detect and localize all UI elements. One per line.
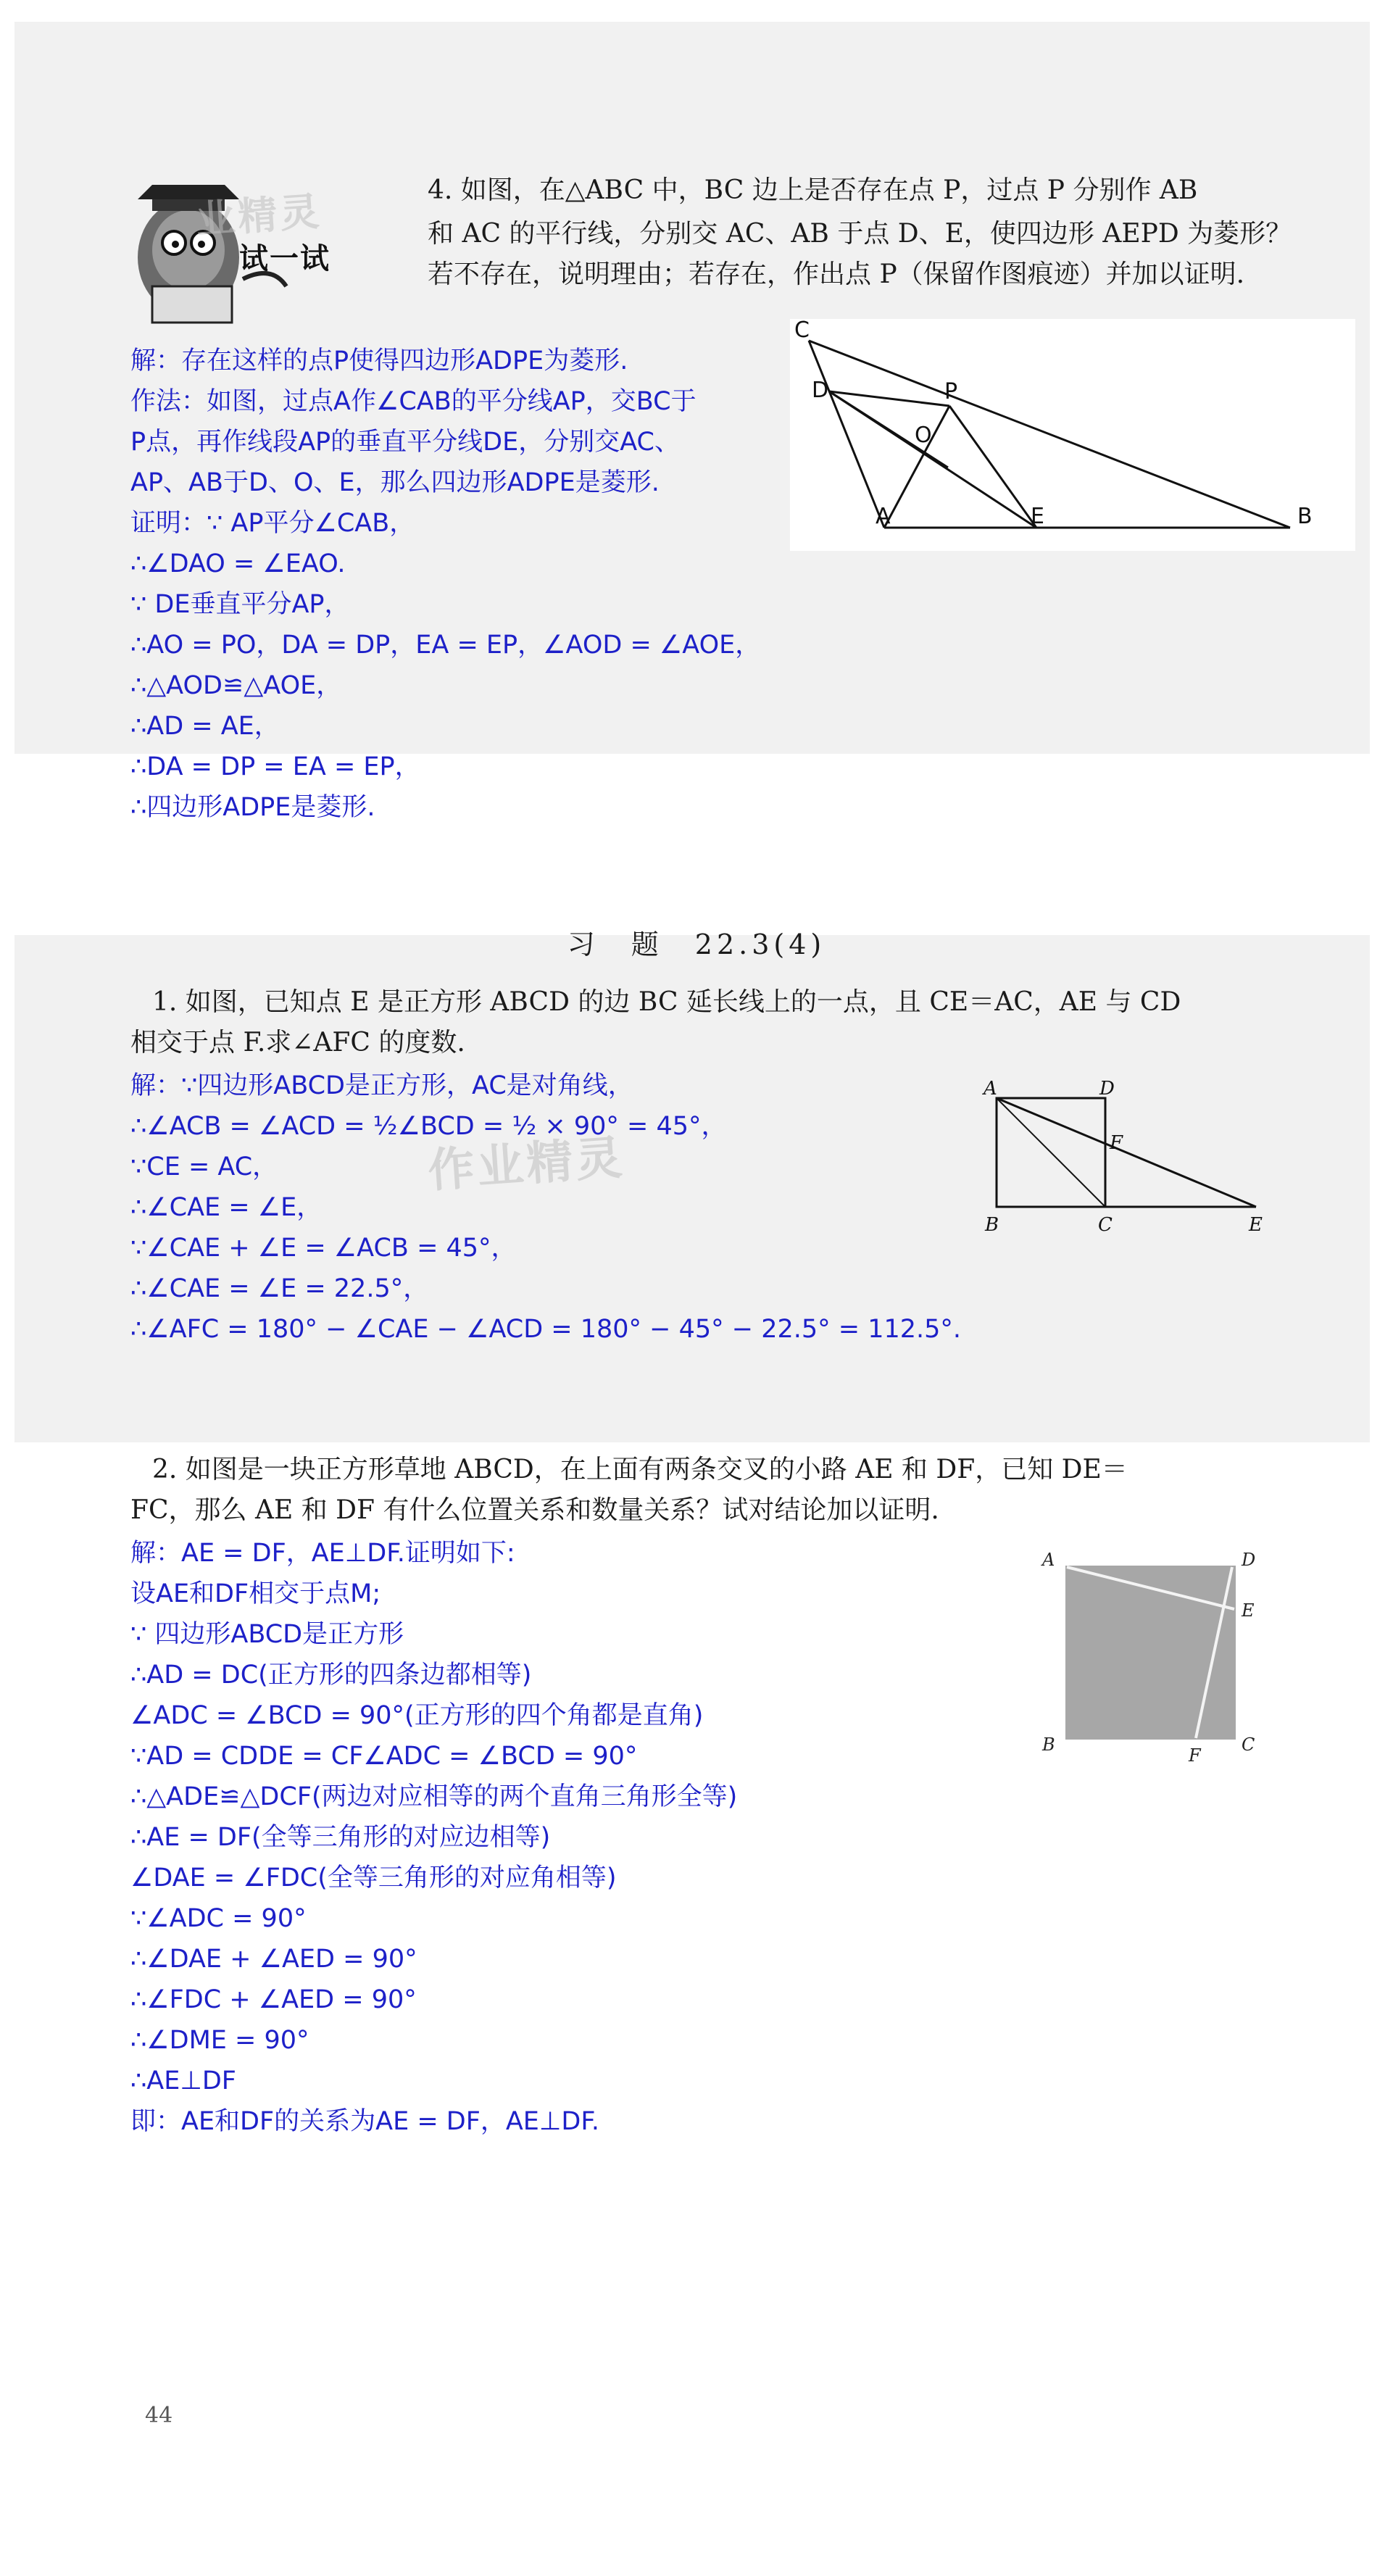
problem-2-question <box>152 1450 1128 1490</box>
problem-4-question <box>428 170 1197 211</box>
answer-line: ∴∠AFC = 180° − ∠CAE − ∠ACD = 180° − 45° − 22.5° = 112.5°. <box>130 1315 962 1344</box>
question-line: 4. 如图，在△ABC 中，BC 边上是否存在点 P，过点 P 分别作 AB <box>428 175 1198 205</box>
question-line: 相交于点 F.求∠AFC 的度数. <box>130 1028 465 1058</box>
answer-line: ∴∠ACB = ∠ACD = ½∠BCD = ½ × 90° = 45°， <box>130 1112 727 1141</box>
label-C: C <box>1098 1214 1113 1236</box>
answer-line: ∴△AOD≌△AOE， <box>130 671 342 700</box>
label-E: E <box>1031 504 1044 529</box>
answer-line: ∴四边形ADPE是菱形. <box>130 793 375 822</box>
answer-line: 作法：如图，过点A作∠CAB的平分线AP，交BC于 <box>130 387 696 416</box>
label-B: B <box>1042 1734 1055 1755</box>
answer-line: P点，再作线段AP的垂直平分线DE，分别交AC、 <box>130 428 680 457</box>
label-E: E <box>1249 1214 1263 1236</box>
question-line: 和 AC 的平行线，分别交 AC、AB 于点 D、E，使四边形 AEPD 为菱形？ <box>428 219 1292 249</box>
answer-line: AP、AB于D、O、E，那么四边形ADPE是菱形. <box>130 468 660 497</box>
problem-2-question-cont <box>130 1490 939 1531</box>
label-A: A <box>876 504 891 529</box>
answer-line: ∴AO = PO，DA = DP，EA = EP，∠AOD = ∠AOE， <box>130 631 761 660</box>
question-line: 2. 如图是一块正方形草地 ABCD，在上面有两条交叉的小路 AE 和 DF，已知 DE＝ <box>152 1455 1128 1484</box>
line-AC <box>997 1098 1105 1207</box>
answer-line: ∴∠DME = 90° <box>130 2026 309 2055</box>
answer-line: ∵AD = CDDE = CF∠ADC = ∠BCD = 90° <box>130 1742 638 1771</box>
answer-line: ∵∠ADC = 90° <box>130 1904 307 1933</box>
section-title: 习 题 22.3(4) <box>567 928 826 960</box>
problem-1-question-cont <box>130 1023 465 1063</box>
badge-watermark: 业精灵 <box>194 188 324 243</box>
answer-line: ∴AD = DC(正方形的四条边都相等) <box>130 1661 532 1690</box>
problem-4-question-cont <box>428 214 1292 295</box>
answer-line: ∵ 四边形ABCD是正方形 <box>130 1620 404 1649</box>
answer-line: ∠ADC = ∠BCD = 90°(正方形的四个角都是直角) <box>130 1701 704 1730</box>
label-F: F <box>1189 1745 1201 1766</box>
line-AE <box>997 1098 1256 1207</box>
answer-line: ∠DAE = ∠FDC(全等三角形的对应角相等) <box>130 1864 617 1892</box>
label-P: P <box>944 379 958 404</box>
label-D: D <box>812 378 829 403</box>
label-O: O <box>915 423 932 448</box>
label-D: D <box>1099 1078 1115 1100</box>
question-line: 1. 如图，已知点 E 是正方形 ABCD 的边 BC 延长线上的一点，且 CE＝AC，AE 与 CD <box>152 987 1181 1017</box>
lawn-square <box>1065 1566 1236 1740</box>
label-C: C <box>794 317 810 343</box>
badge-label: 试一试 <box>239 242 330 275</box>
answer-line: 设AE和DF相交于点M; <box>130 1579 381 1608</box>
label-E: E <box>1242 1600 1255 1621</box>
answer-line: ∴∠FDC + ∠AED = 90° <box>130 1985 417 2014</box>
label-C: C <box>1242 1734 1255 1755</box>
watermark-text: 作业精灵 <box>426 1131 627 1199</box>
square-figure-1 <box>982 1080 1272 1247</box>
answer-line: ∵CE = AC， <box>130 1152 278 1181</box>
label-A: A <box>984 1078 997 1100</box>
answer-line: ∴AE = DF(全等三角形的对应边相等) <box>130 1823 551 1852</box>
answer-line: 证明：∵ AP平分∠CAB， <box>130 509 415 538</box>
answer-line: 解：∵四边形ABCD是正方形，AC是对角线， <box>130 1071 633 1100</box>
label-B: B <box>1297 504 1313 529</box>
label-B: B <box>985 1214 999 1236</box>
answer-line: ∴∠CAE = ∠E， <box>130 1193 323 1222</box>
answer-line: ∴△ADE≌△DCF(两边对应相等的两个直角三角形全等) <box>130 1782 738 1811</box>
triangle-figure <box>790 319 1355 551</box>
label-F: F <box>1110 1132 1123 1154</box>
question-line: FC，那么 AE 和 DF 有什么位置关系和数量关系？试对结论加以证明. <box>130 1495 939 1525</box>
answer-line: ∵ DE垂直平分AP， <box>130 590 350 619</box>
page-number: 44 <box>145 2403 173 2428</box>
answer-line: ∴AE⊥DF <box>130 2066 236 2095</box>
answer-line: ∴∠CAE = ∠E = 22.5°， <box>130 1274 429 1303</box>
answer-line: 即：AE和DF的关系为AE = DF，AE⊥DF. <box>130 2107 599 2136</box>
question-line: 若不存在，说明理由；若存在，作出点 P（保留作图痕迹）并加以证明. <box>428 259 1245 289</box>
problem-4-answer <box>130 341 760 828</box>
label-D: D <box>1242 1550 1256 1570</box>
problem-1-question <box>152 982 1181 1023</box>
answer-line: ∴AD = AE， <box>130 712 280 741</box>
answer-line: ∴DA = DP = EA = EP， <box>130 752 420 781</box>
answer-line: ∴∠DAE + ∠AED = 90° <box>130 1945 417 1974</box>
label-A: A <box>1042 1550 1055 1570</box>
square-figure-2 <box>1036 1544 1268 1776</box>
answer-line: 解：存在这样的点P使得四边形ADPE为菱形. <box>130 346 628 375</box>
problem-1-answer <box>130 1065 961 1350</box>
answer-line: ∵∠CAE + ∠E = ∠ACB = 45°， <box>130 1234 517 1263</box>
answer-line: ∴∠DAO = ∠EAO. <box>130 549 346 578</box>
answer-line: 解：AE = DF，AE⊥DF.证明如下: <box>130 1539 515 1568</box>
problem-2-answer <box>130 1533 737 2142</box>
